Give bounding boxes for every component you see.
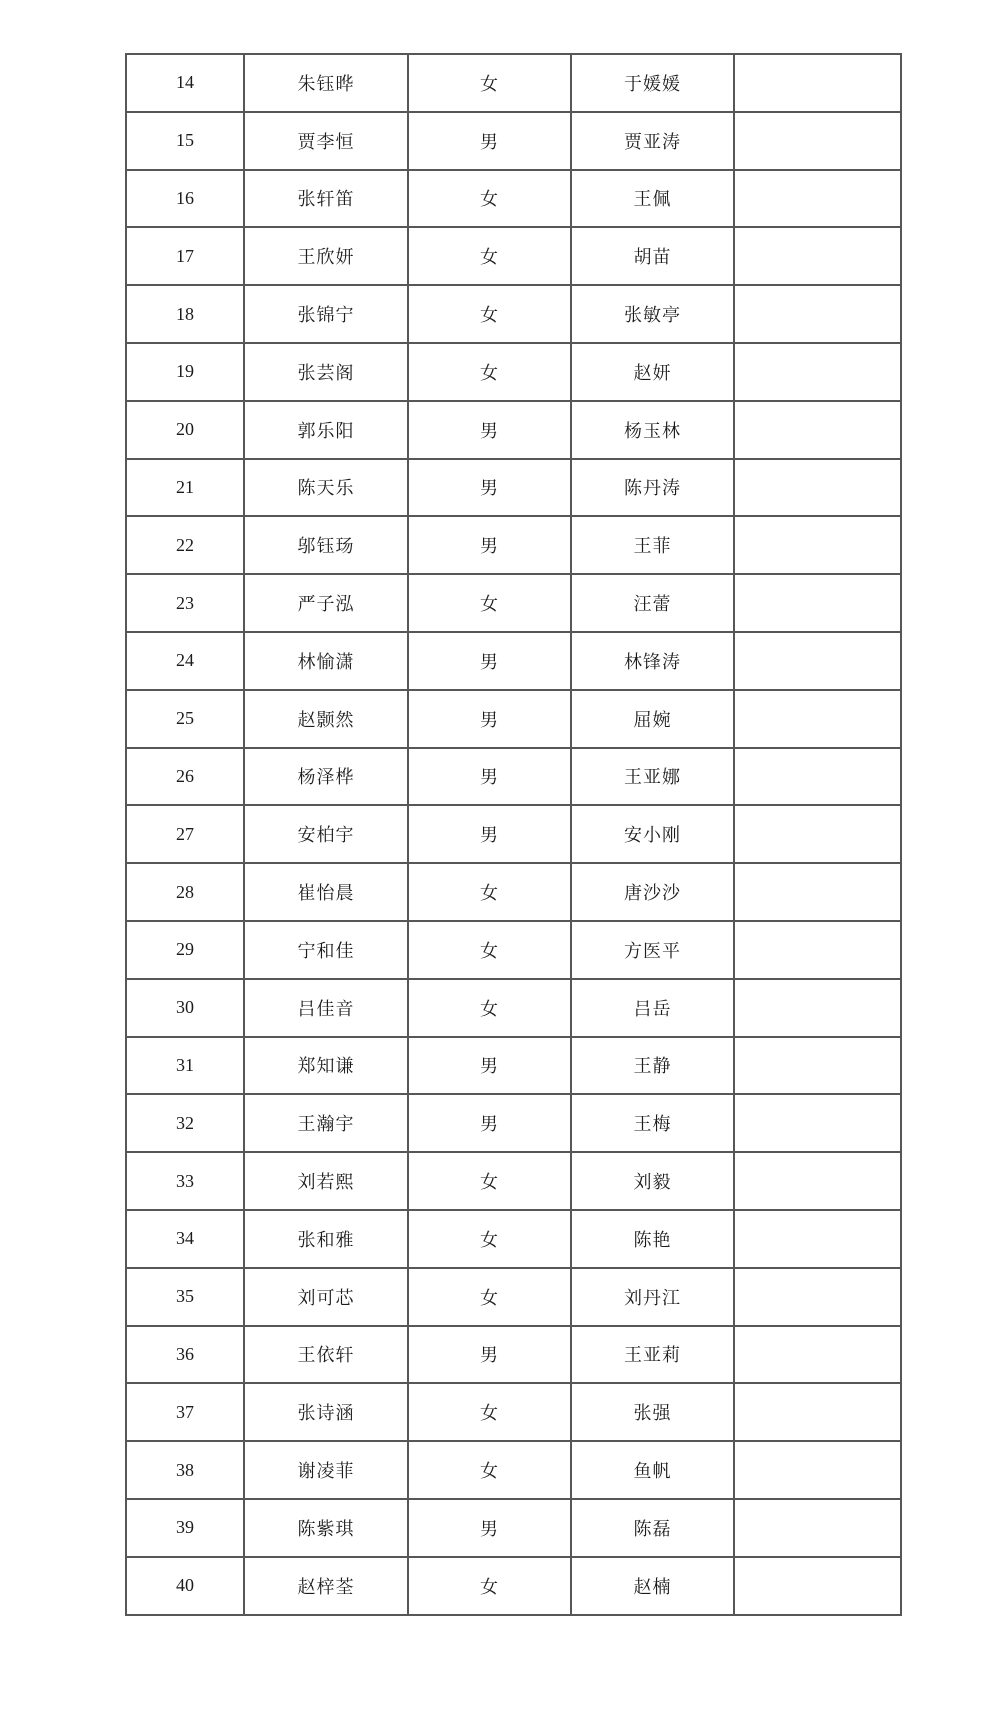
cell-student-name: 郭乐阳 bbox=[244, 401, 408, 459]
cell-note bbox=[734, 863, 901, 921]
cell-student-name: 朱钰晔 bbox=[244, 54, 408, 112]
cell-gender: 女 bbox=[408, 170, 571, 228]
cell-row-number: 19 bbox=[126, 343, 244, 401]
cell-note bbox=[734, 979, 901, 1037]
table-row bbox=[126, 1383, 901, 1441]
cell-gender: 女 bbox=[408, 54, 571, 112]
cell-row-number: 35 bbox=[126, 1268, 244, 1326]
cell-student-name: 邬钰玚 bbox=[244, 516, 408, 574]
cell-note bbox=[734, 1383, 901, 1441]
cell-parent-name: 于媛媛 bbox=[571, 54, 734, 112]
table-row bbox=[126, 748, 901, 806]
table-row bbox=[126, 690, 901, 748]
cell-note bbox=[734, 1210, 901, 1268]
cell-student-name: 张锦宁 bbox=[244, 285, 408, 343]
table-row bbox=[126, 285, 901, 343]
table-row bbox=[126, 1441, 901, 1499]
table-row bbox=[126, 1268, 901, 1326]
cell-note bbox=[734, 112, 901, 170]
cell-parent-name: 吕岳 bbox=[571, 979, 734, 1037]
cell-parent-name: 汪蕾 bbox=[571, 574, 734, 632]
cell-parent-name: 林锋涛 bbox=[571, 632, 734, 690]
cell-gender: 女 bbox=[408, 574, 571, 632]
cell-note bbox=[734, 170, 901, 228]
table-row bbox=[126, 459, 901, 517]
cell-note bbox=[734, 54, 901, 112]
cell-row-number: 21 bbox=[126, 459, 244, 517]
cell-parent-name: 刘丹江 bbox=[571, 1268, 734, 1326]
cell-row-number: 22 bbox=[126, 516, 244, 574]
cell-gender: 男 bbox=[408, 1326, 571, 1384]
cell-row-number: 14 bbox=[126, 54, 244, 112]
cell-row-number: 36 bbox=[126, 1326, 244, 1384]
cell-gender: 女 bbox=[408, 343, 571, 401]
cell-note bbox=[734, 516, 901, 574]
cell-gender: 女 bbox=[408, 1152, 571, 1210]
cell-note bbox=[734, 805, 901, 863]
cell-row-number: 33 bbox=[126, 1152, 244, 1210]
cell-note bbox=[734, 1499, 901, 1557]
table-row bbox=[126, 805, 901, 863]
cell-parent-name: 贾亚涛 bbox=[571, 112, 734, 170]
cell-row-number: 40 bbox=[126, 1557, 244, 1615]
cell-gender: 男 bbox=[408, 1037, 571, 1095]
cell-parent-name: 陈丹涛 bbox=[571, 459, 734, 517]
cell-student-name: 王依轩 bbox=[244, 1326, 408, 1384]
cell-note bbox=[734, 459, 901, 517]
cell-gender: 男 bbox=[408, 1499, 571, 1557]
cell-parent-name: 刘毅 bbox=[571, 1152, 734, 1210]
cell-student-name: 宁和佳 bbox=[244, 921, 408, 979]
table-row bbox=[126, 1210, 901, 1268]
cell-student-name: 贾李恒 bbox=[244, 112, 408, 170]
cell-row-number: 37 bbox=[126, 1383, 244, 1441]
document-page bbox=[125, 53, 902, 1616]
cell-gender: 男 bbox=[408, 805, 571, 863]
cell-student-name: 刘若熙 bbox=[244, 1152, 408, 1210]
cell-parent-name: 陈磊 bbox=[571, 1499, 734, 1557]
table-row bbox=[126, 979, 901, 1037]
table-row bbox=[126, 401, 901, 459]
cell-note bbox=[734, 1268, 901, 1326]
table-row bbox=[126, 1094, 901, 1152]
roster-table-body bbox=[126, 54, 901, 1615]
cell-row-number: 39 bbox=[126, 1499, 244, 1557]
table-row bbox=[126, 516, 901, 574]
cell-student-name: 张诗涵 bbox=[244, 1383, 408, 1441]
cell-parent-name: 胡苗 bbox=[571, 227, 734, 285]
cell-gender: 女 bbox=[408, 1268, 571, 1326]
table-row bbox=[126, 343, 901, 401]
table-row bbox=[126, 1152, 901, 1210]
cell-row-number: 23 bbox=[126, 574, 244, 632]
cell-row-number: 30 bbox=[126, 979, 244, 1037]
cell-note bbox=[734, 1326, 901, 1384]
cell-note bbox=[734, 748, 901, 806]
cell-row-number: 25 bbox=[126, 690, 244, 748]
cell-parent-name: 王佩 bbox=[571, 170, 734, 228]
cell-row-number: 28 bbox=[126, 863, 244, 921]
cell-gender: 男 bbox=[408, 112, 571, 170]
cell-note bbox=[734, 921, 901, 979]
cell-note bbox=[734, 1152, 901, 1210]
cell-gender: 女 bbox=[408, 921, 571, 979]
cell-parent-name: 赵妍 bbox=[571, 343, 734, 401]
cell-student-name: 谢凌菲 bbox=[244, 1441, 408, 1499]
table-row bbox=[126, 632, 901, 690]
cell-gender: 女 bbox=[408, 285, 571, 343]
cell-parent-name: 陈艳 bbox=[571, 1210, 734, 1268]
cell-student-name: 赵梓荃 bbox=[244, 1557, 408, 1615]
cell-note bbox=[734, 1037, 901, 1095]
cell-student-name: 张和雅 bbox=[244, 1210, 408, 1268]
cell-gender: 女 bbox=[408, 1557, 571, 1615]
cell-note bbox=[734, 690, 901, 748]
cell-gender: 男 bbox=[408, 401, 571, 459]
cell-note bbox=[734, 1094, 901, 1152]
cell-student-name: 陈天乐 bbox=[244, 459, 408, 517]
cell-note bbox=[734, 1441, 901, 1499]
cell-gender: 男 bbox=[408, 690, 571, 748]
cell-student-name: 张芸阁 bbox=[244, 343, 408, 401]
table-row bbox=[126, 112, 901, 170]
cell-gender: 男 bbox=[408, 459, 571, 517]
table-row bbox=[126, 1557, 901, 1615]
cell-row-number: 16 bbox=[126, 170, 244, 228]
cell-row-number: 31 bbox=[126, 1037, 244, 1095]
cell-row-number: 27 bbox=[126, 805, 244, 863]
cell-row-number: 18 bbox=[126, 285, 244, 343]
table-row bbox=[126, 54, 901, 112]
cell-parent-name: 鱼帆 bbox=[571, 1441, 734, 1499]
cell-note bbox=[734, 574, 901, 632]
table-row bbox=[126, 921, 901, 979]
cell-row-number: 15 bbox=[126, 112, 244, 170]
cell-gender: 女 bbox=[408, 227, 571, 285]
cell-row-number: 34 bbox=[126, 1210, 244, 1268]
cell-gender: 男 bbox=[408, 1094, 571, 1152]
table-row bbox=[126, 227, 901, 285]
cell-row-number: 26 bbox=[126, 748, 244, 806]
cell-student-name: 崔怡晨 bbox=[244, 863, 408, 921]
cell-gender: 女 bbox=[408, 1441, 571, 1499]
cell-note bbox=[734, 632, 901, 690]
cell-student-name: 安柏宇 bbox=[244, 805, 408, 863]
cell-parent-name: 安小刚 bbox=[571, 805, 734, 863]
cell-student-name: 刘可芯 bbox=[244, 1268, 408, 1326]
cell-student-name: 吕佳音 bbox=[244, 979, 408, 1037]
cell-parent-name: 张敏亭 bbox=[571, 285, 734, 343]
table-row bbox=[126, 170, 901, 228]
cell-note bbox=[734, 1557, 901, 1615]
cell-parent-name: 王亚莉 bbox=[571, 1326, 734, 1384]
cell-row-number: 32 bbox=[126, 1094, 244, 1152]
cell-row-number: 38 bbox=[126, 1441, 244, 1499]
cell-student-name: 林愉潇 bbox=[244, 632, 408, 690]
table-row bbox=[126, 1326, 901, 1384]
cell-row-number: 29 bbox=[126, 921, 244, 979]
cell-gender: 女 bbox=[408, 1210, 571, 1268]
cell-note bbox=[734, 285, 901, 343]
cell-gender: 女 bbox=[408, 863, 571, 921]
table-row bbox=[126, 1037, 901, 1095]
cell-student-name: 王欣妍 bbox=[244, 227, 408, 285]
cell-row-number: 20 bbox=[126, 401, 244, 459]
cell-parent-name: 赵楠 bbox=[571, 1557, 734, 1615]
cell-gender: 男 bbox=[408, 516, 571, 574]
cell-student-name: 郑知谦 bbox=[244, 1037, 408, 1095]
cell-gender: 女 bbox=[408, 1383, 571, 1441]
cell-row-number: 24 bbox=[126, 632, 244, 690]
table-row bbox=[126, 574, 901, 632]
cell-student-name: 严子泓 bbox=[244, 574, 408, 632]
cell-parent-name: 王菲 bbox=[571, 516, 734, 574]
cell-note bbox=[734, 343, 901, 401]
cell-parent-name: 张强 bbox=[571, 1383, 734, 1441]
cell-parent-name: 王亚娜 bbox=[571, 748, 734, 806]
cell-row-number: 17 bbox=[126, 227, 244, 285]
cell-student-name: 赵颢然 bbox=[244, 690, 408, 748]
table-row bbox=[126, 1499, 901, 1557]
cell-student-name: 张轩笛 bbox=[244, 170, 408, 228]
cell-note bbox=[734, 227, 901, 285]
table-row bbox=[126, 863, 901, 921]
cell-parent-name: 方医平 bbox=[571, 921, 734, 979]
cell-gender: 女 bbox=[408, 979, 571, 1037]
cell-parent-name: 唐沙沙 bbox=[571, 863, 734, 921]
cell-parent-name: 屈婉 bbox=[571, 690, 734, 748]
cell-note bbox=[734, 401, 901, 459]
cell-student-name: 杨泽桦 bbox=[244, 748, 408, 806]
cell-parent-name: 王梅 bbox=[571, 1094, 734, 1152]
cell-gender: 男 bbox=[408, 748, 571, 806]
cell-parent-name: 杨玉林 bbox=[571, 401, 734, 459]
cell-parent-name: 王静 bbox=[571, 1037, 734, 1095]
roster-table bbox=[125, 53, 902, 1616]
cell-student-name: 王瀚宇 bbox=[244, 1094, 408, 1152]
cell-student-name: 陈紫琪 bbox=[244, 1499, 408, 1557]
cell-gender: 男 bbox=[408, 632, 571, 690]
